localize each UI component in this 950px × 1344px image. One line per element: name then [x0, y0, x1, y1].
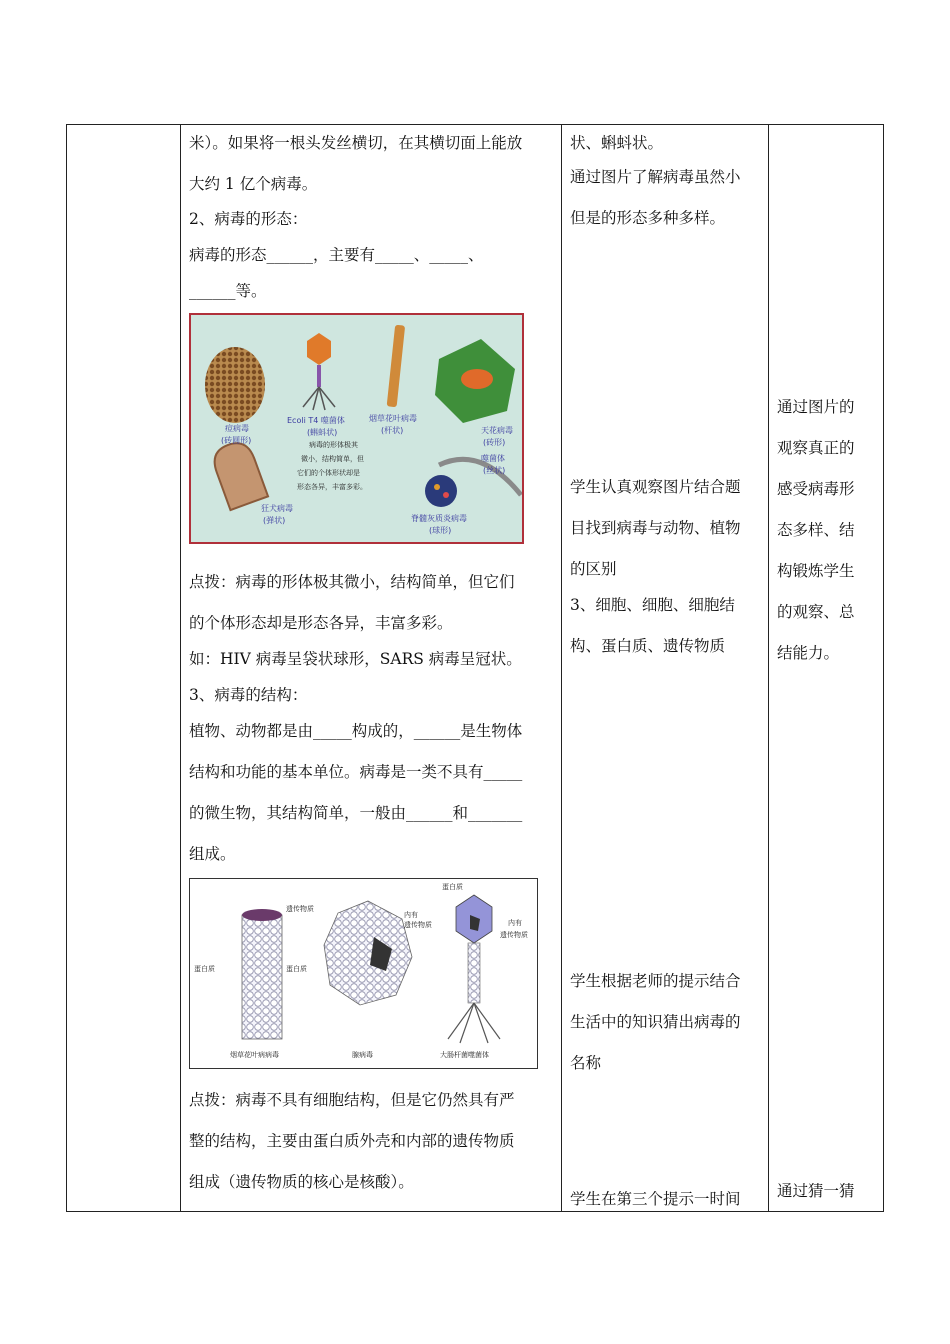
figure-label: 蛋白质 — [442, 883, 463, 891]
activity-line: 的区别 — [570, 560, 617, 578]
intent-line: 的观察、总 — [777, 603, 855, 621]
figure-label: (蝌蚪状) — [307, 428, 338, 437]
figure-label: 烟草花叶病毒 — [369, 414, 417, 423]
figure-label: 遗传物质 — [404, 921, 432, 929]
figure-label: 噬菌体 — [481, 454, 505, 463]
figure-label: 天花病毒 — [481, 426, 513, 435]
activity-line: 状、蝌蚪状。 — [570, 134, 664, 152]
example-line: 如：HIV 病毒呈袋状球形，SARS 病毒呈冠状。 — [189, 650, 522, 668]
hint-line: 点拨：病毒不具有细胞结构，但是它仍然具有严 — [189, 1091, 515, 1109]
pox-virus-illustration — [205, 347, 265, 423]
polio-virus-illustration — [425, 475, 457, 507]
figure-caption: 它们的个体形状却是 — [297, 469, 360, 477]
hint-line: 组成（遗传物质的核心是核酸）。 — [189, 1173, 414, 1191]
content-line: 大约 1 亿个病毒。 — [189, 175, 318, 193]
section-heading: 2、病毒的形态： — [189, 210, 308, 228]
figure-label: (弹状) — [263, 516, 286, 525]
intent-line: 结能力。 — [777, 644, 840, 662]
figure-caption: 微小，结构简单，但 — [301, 455, 364, 463]
hint-line: 的个体形态却是形态各异，丰富多彩。 — [189, 614, 453, 632]
intent-line: 构锻炼学生 — [777, 562, 855, 580]
intent-line: 通过图片的 — [777, 398, 855, 416]
lesson-table — [66, 124, 884, 1212]
activity-line: 目找到病毒与动物、植物 — [570, 519, 741, 537]
figure-label: 蛋白质 — [286, 965, 307, 973]
adenovirus-structure-illustration — [324, 901, 412, 1005]
figure-label: 脊髓灰质炎病毒 — [411, 514, 467, 523]
tmv-rod-illustration — [387, 325, 406, 408]
hint-line: 整的结构，主要由蛋白质外壳和内部的遗传物质 — [189, 1132, 515, 1150]
figure-label: (球形) — [429, 526, 452, 535]
activity-line: 名称 — [570, 1054, 602, 1072]
t4-phage-illustration — [303, 333, 335, 410]
rabies-virus-illustration — [209, 438, 268, 510]
figure-caption: 腺病毒 — [352, 1051, 373, 1059]
figure-label: 内有 — [404, 911, 418, 919]
figure-caption: 烟草花叶病病毒 — [230, 1051, 279, 1059]
section-heading: 3、病毒的结构： — [189, 686, 308, 704]
hint-line: 点拨：病毒的形体极其微小，结构简单，但它们 — [189, 573, 515, 591]
activity-line: 学生在第三个提示一时间 — [570, 1190, 741, 1208]
figure-label: 狂犬病毒 — [261, 504, 293, 513]
fill-blank-line: 结构和功能的基本单位。病毒是一类不具有_____ — [189, 763, 523, 781]
fill-blank-line: 植物、动物都是由_____构成的，______是生物体 — [189, 722, 523, 740]
figure-label: (砖圆形) — [221, 436, 252, 445]
phage-structure-illustration — [448, 895, 500, 1043]
intent-line: 观察真正的 — [777, 439, 855, 457]
figure-label: Ecoli T4 噬菌体 — [287, 416, 345, 425]
activity-line: 但是的形态多种多样。 — [570, 209, 726, 227]
activity-line: 生活中的知识猜出病毒的 — [570, 1013, 741, 1031]
figure-label: 遗传物质 — [286, 905, 314, 913]
activity-line: 3、细胞、细胞、细胞结 — [570, 596, 735, 614]
figure-caption: 大肠杆菌噬菌体 — [440, 1051, 489, 1059]
column-divider — [768, 125, 769, 1211]
figure-label: 蛋白质 — [194, 965, 215, 973]
content-line: 米）。如果将一根头发丝横切，在其横切面上能放 — [189, 134, 523, 152]
fill-blank-line: 组成。 — [189, 845, 236, 863]
figure-caption: 病毒的形体极其 — [309, 441, 358, 449]
figure-label: (杆状) — [381, 426, 404, 435]
fill-blank-line: ______等。 — [189, 282, 267, 300]
column-divider — [180, 125, 181, 1211]
figure-caption: 形态各异，丰富多彩。 — [297, 483, 367, 491]
figure-label: 痘病毒 — [225, 424, 249, 433]
intent-line: 通过猜一猜 — [777, 1182, 855, 1200]
tmv-structure-illustration — [242, 915, 282, 1039]
figure-label: (砖形) — [483, 438, 506, 447]
fill-blank-line: 病毒的形态______，主要有_____、_____、 — [189, 246, 484, 264]
virus-structure-figure — [189, 878, 538, 1069]
virus-shapes-figure — [189, 313, 524, 544]
intent-line: 态多样、结 — [777, 521, 855, 539]
intent-line: 感受病毒形 — [777, 480, 855, 498]
activity-line: 构、蛋白质、遗传物质 — [570, 637, 726, 655]
activity-line: 通过图片了解病毒虽然小 — [570, 168, 741, 186]
fill-blank-line: 的微生物，其结构简单，一般由______和_______ — [189, 804, 523, 822]
figure-label: 遗传物质 — [500, 931, 528, 939]
figure-label: (丝状) — [483, 466, 506, 475]
activity-line: 学生认真观察图片结合题 — [570, 478, 741, 496]
figure-label: 内有 — [508, 919, 522, 927]
activity-line: 学生根据老师的提示结合 — [570, 972, 741, 990]
column-divider — [561, 125, 562, 1211]
